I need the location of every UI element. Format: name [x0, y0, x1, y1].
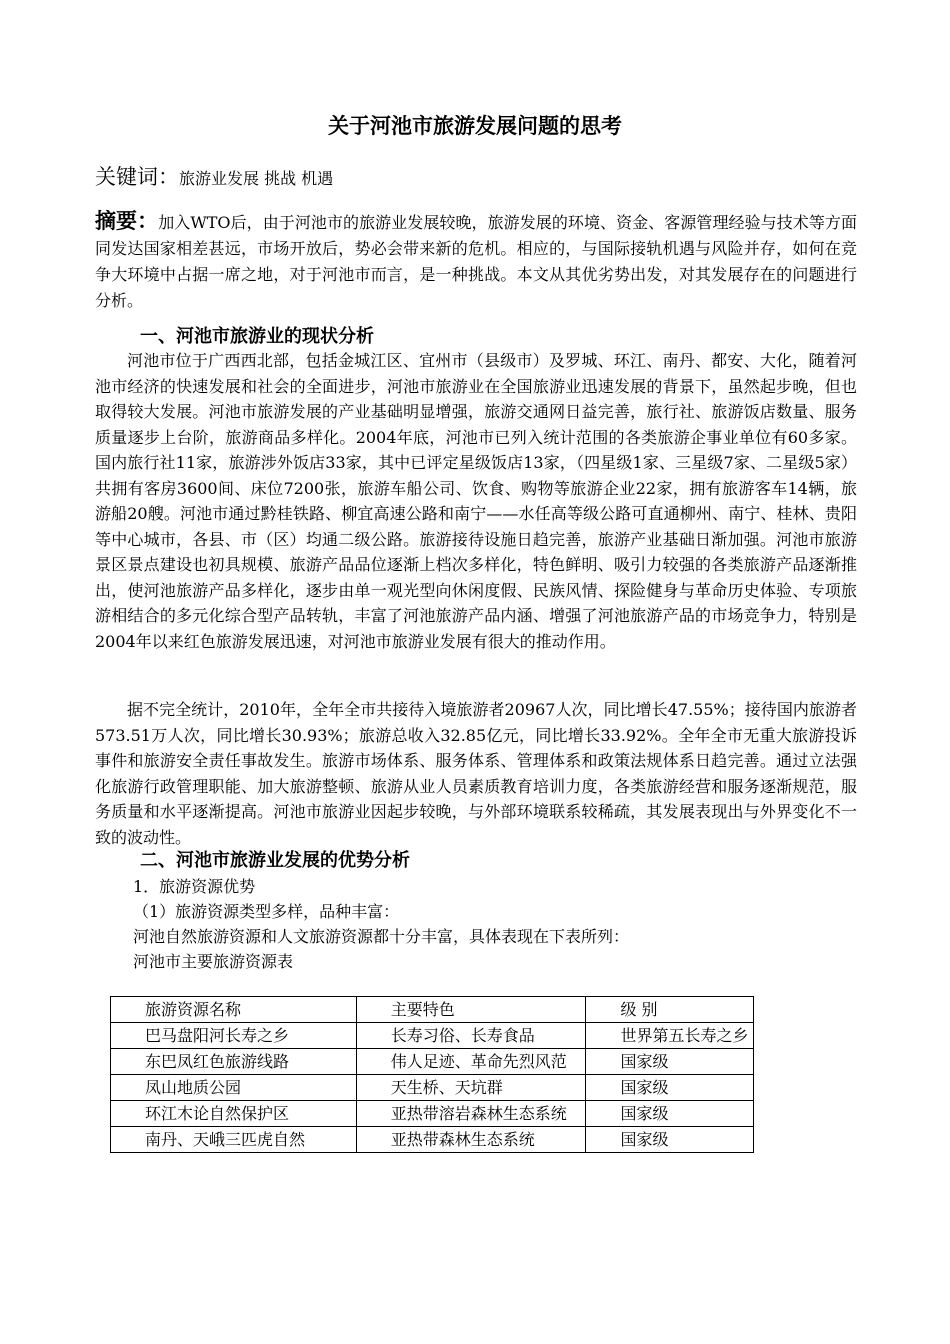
table-cell: 巴马盘阳河长寿之乡: [111, 1023, 357, 1049]
table-cell: 东巴凤红色旅游线路: [111, 1049, 357, 1075]
table-cell: 亚热带溶岩森林生态系统: [356, 1101, 586, 1127]
table-row: [111, 1075, 754, 1101]
section2-heading: 二、河池市旅游业发展的优势分析: [140, 850, 410, 871]
section1-heading: 一、河池市旅游业的现状分析: [140, 326, 374, 347]
table-intro-text: 河池自然旅游资源和人文旅游资源都十分丰富，具体表现在下表所列：: [133, 927, 630, 946]
table-cell: 世界第五长寿之乡: [586, 1023, 754, 1049]
table-header-cell: 旅游资源名称: [111, 997, 357, 1023]
section1-paragraph-2: 据不完全统计，2010年，全年全市共接待入境旅游者20967人次，同比增长47.55%；接待国内旅游者573.51万人次，同比增长30.93%；旅游总收入32.85亿元，同比增长33.92%。全年全市无重大旅游投诉事件和旅游安全责任事故发生。旅游市场体系、服务体系、管理体系和政策法规体系日趋完善。通过立法强化旅游行政管理职能、加大旅游整顿、旅游从业人员素质教育培训力度，各类旅游经营和服务逐渐规范，服务质量和水平逐渐提高。河池市旅游业因起步较晚，与外部环境联系较稀疏，其发展表现出与外界变化不一致的波动性。: [95, 700, 857, 847]
document-title: 关于河池市旅游发展问题的思考: [328, 114, 622, 138]
table-row: [111, 1023, 754, 1049]
table-header-cell: 主要特色: [356, 997, 586, 1023]
table-header-row: [111, 997, 754, 1023]
table-cell: 亚热带森林生态系统: [356, 1127, 586, 1153]
table-cell: 国家级: [586, 1127, 754, 1153]
table-cell: 天生桥、天坑群: [356, 1075, 586, 1101]
table-cell: 凤山地质公园: [111, 1075, 357, 1101]
table-cell: 国家级: [586, 1075, 754, 1101]
table-cell: 国家级: [586, 1049, 754, 1075]
abstract-paragraph: [95, 208, 857, 314]
subsection-subtitle: （1）旅游资源类型多样，品种丰富：: [133, 902, 400, 921]
table-cell: 长寿习俗、长寿食品: [356, 1023, 586, 1049]
keywords-label: 关键词：: [95, 165, 179, 189]
table-cell: 国家级: [586, 1101, 754, 1127]
abstract-label: 摘要：: [95, 209, 159, 233]
abstract-text: 加入WTO后，由于河池市的旅游业发展较晚，旅游发展的环境、资金、客源管理经验与技术等方面同发达国家相差甚远，市场开放后，势必会带来新的危机。相应的，与国际接轨机遇与风险并存，如何在竞争大环境中占据一席之地，对于河池市而言，是一种挑战。本文从其优劣势出发，对其发展存在的问题进行分析。: [95, 213, 857, 310]
table-header-cell: 级 别: [586, 997, 754, 1023]
table-cell: 南丹、天峨三匹虎自然: [111, 1127, 357, 1153]
keywords-line: [95, 161, 333, 191]
table-row: [111, 1049, 754, 1075]
section1-paragraph-1: 河池市位于广西西北部，包括金城江区、宜州市（县级市）及罗城、环江、南丹、都安、大化，随着河池市经济的快速发展和社会的全面进步，河池市旅游业在全国旅游业迅速发展的背景下，虽然起步晚，但也取得较大发展。河池市旅游发展的产业基础明显增强，旅游交通网日益完善，旅行社、旅游饭店数量、服务质量逐步上台阶，旅游商品多样化。2004年底，河池市已列入统计范围的各类旅游企事业单位有60多家。国内旅行社11家，旅游涉外饭店33家，其中已评定星级饭店13家，（四星级1家、三星级7家、二星级5家）共拥有客房3600间、床位7200张，旅游车船公司、饮食、购物等旅游企业22家，拥有旅游客车14辆，旅游船20艘。河池市通过黔桂铁路、柳宜高速公路和南宁——水任高等级公路可直通柳州、南宁、桂林、贵阳等中心城市，各县、市（区）均通二级公路。旅游接待设施日趋完善，旅游产业基础日渐加强。河池市旅游景区景点建设也初具规模、旅游产品品位逐渐上档次多样化，特色鲜明、吸引力较强的各类旅游产品逐渐推出，使河池旅游产品多样化，逐步由单一观光型向休闲度假、民族风情、探险健身与革命历史体验、专项旅游相结合的多元化综合型产品转轨，丰富了河池旅游产品内涵、增强了河池旅游产品的市场竞争力，特别是2004年以来红色旅游发展迅速，对河池市旅游业发展有很大的推动作用。: [95, 351, 857, 651]
table-row: [111, 1127, 754, 1153]
table-cell: 环江木论自然保护区: [111, 1101, 357, 1127]
keywords-text: 旅游业发展 挑战 机遇: [179, 169, 334, 188]
table-row: [111, 1101, 754, 1127]
resource-table: [110, 996, 754, 1153]
subsection-title: 1．旅游资源优势: [133, 877, 256, 896]
table-caption: 河池市主要旅游资源表: [133, 952, 294, 971]
table-cell: 伟人足迹、革命先烈风范: [356, 1049, 586, 1075]
